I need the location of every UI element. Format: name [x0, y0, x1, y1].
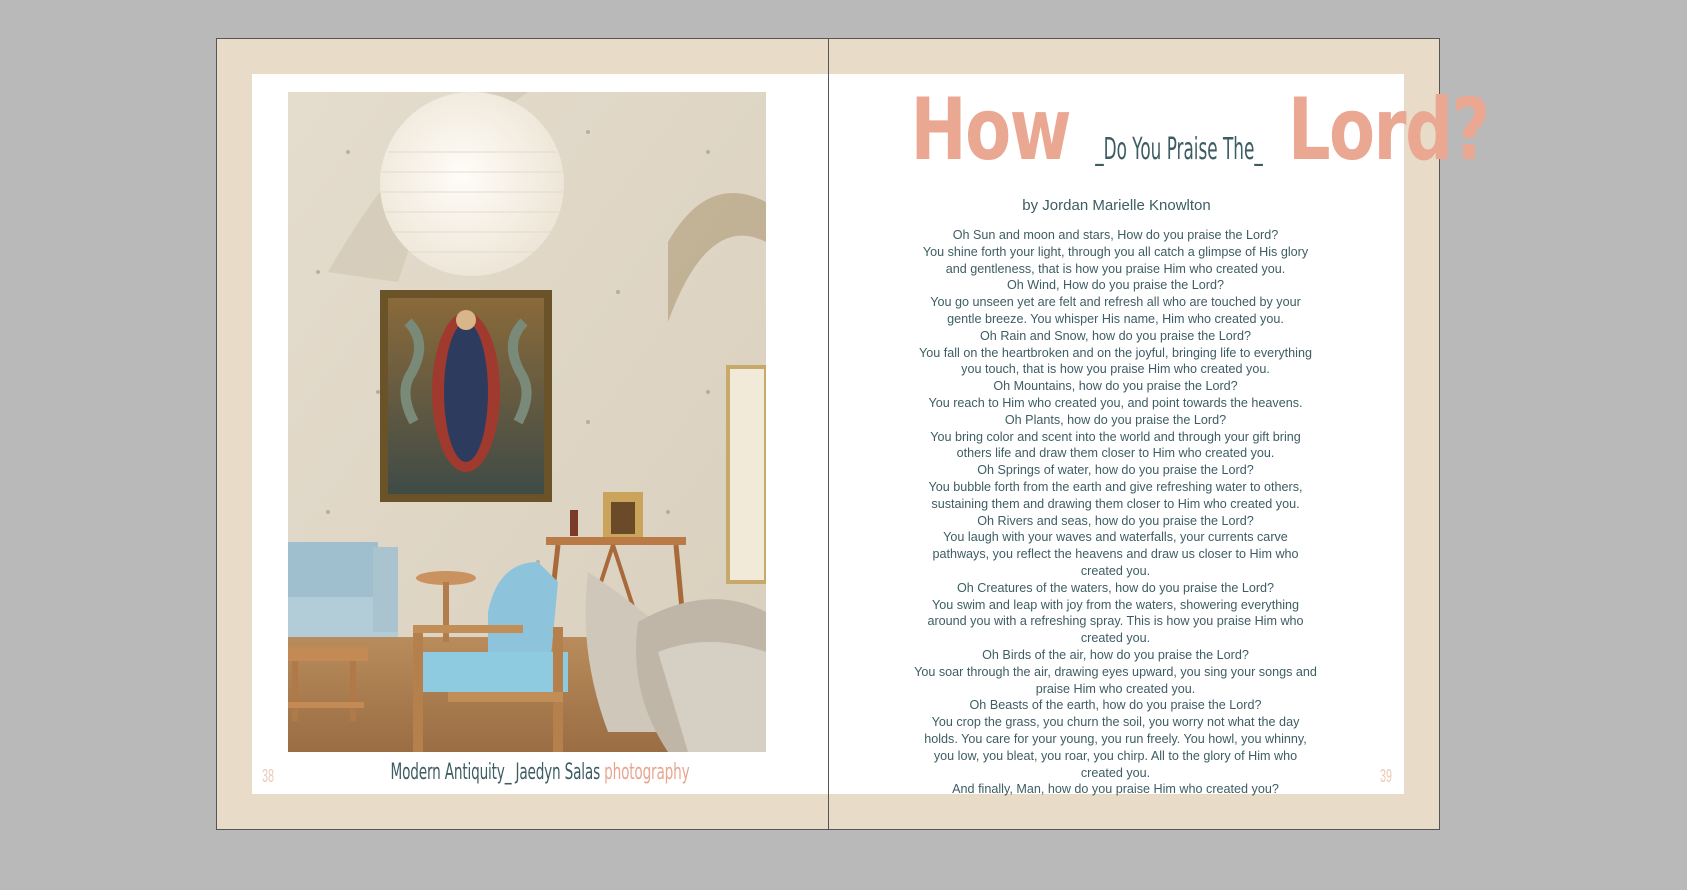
poem-line: You swim and leap with joy from the waters, showering everything	[931, 597, 1300, 612]
interior-photo	[288, 92, 766, 752]
poem-line: You shine forth your light, through you all catch a glimpse of His glory	[922, 244, 1309, 259]
poem-line: created you.	[1080, 563, 1151, 578]
poem-line: You soar through the air, drawing eyes upward, you sing your songs and	[914, 664, 1317, 679]
right-page	[829, 39, 1489, 829]
poem-line: created you.	[1080, 631, 1151, 646]
poem-line: around you with a refreshing spray. This is how you praise Him who	[927, 614, 1304, 629]
page-number-right: 39	[1379, 766, 1392, 786]
poem-line: you touch, that is how you praise Him who created you.	[961, 362, 1270, 377]
left-page	[217, 39, 829, 829]
poem-line: Oh Beasts of the earth, how do you praise the Lord?	[969, 698, 1262, 713]
poem-line: sustaining them and drawing them closer to Him who created you.	[931, 496, 1300, 511]
poem-line: You laugh with your waves and waterfalls, your currents carve	[943, 530, 1288, 545]
poem-body	[893, 227, 1338, 798]
poem-line: Oh Sun and moon and stars, How do you praise the Lord?	[952, 228, 1279, 242]
title-how: How	[910, 80, 1071, 180]
poem-line: others life and draw them closer to Him who created you.	[956, 446, 1275, 461]
poem-line: Oh Wind, How do you praise the Lord?	[1006, 278, 1224, 293]
right-page-sheet	[829, 74, 1489, 797]
caption-main: Modern Antiquity_ Jaedyn Salas	[390, 760, 601, 785]
title-lord: Lord?	[1287, 80, 1489, 180]
poem-line: Oh Birds of the air, how do you praise the Lord?	[982, 647, 1249, 662]
poem-line: Oh Rivers and seas, how do you praise the Lord?	[977, 513, 1254, 528]
poem-line: Oh Springs of water, how do you praise the Lord?	[977, 463, 1254, 478]
title-middle: _Do You Praise The_	[1095, 132, 1263, 167]
interior-photo-image	[288, 92, 766, 752]
poem-title	[829, 80, 1489, 180]
poem-line: gentle breeze. You whisper His name, Him who created you.	[947, 311, 1284, 326]
left-page-sheet	[252, 74, 828, 794]
photo-caption	[361, 760, 718, 785]
poem-line: You crop the grass, you churn the soil, you worry not what the day	[931, 715, 1300, 730]
poem-line: You bubble forth from the earth and give refreshing water to others,	[928, 479, 1303, 494]
poem-line: and gentleness, that is how you praise Him who created you.	[945, 261, 1286, 276]
byline: by Jordan Marielle Knowlton	[1022, 197, 1211, 214]
poem-line: Oh Creatures of the waters, how do you praise the Lord?	[956, 580, 1275, 595]
poem-line: created you.	[1080, 765, 1151, 780]
poem-line: Oh Mountains, how do you praise the Lord?	[993, 379, 1238, 394]
magazine-spread	[216, 38, 1489, 830]
page-number-left: 38	[262, 766, 275, 786]
poem-line: You bring color and scent into the world and through your gift bring	[930, 429, 1301, 444]
poem-line: holds. You care for your young, you run freely. You howl, you whinny,	[924, 731, 1307, 746]
poem-line: pathways, you reflect the heavens and draw us closer to Him who	[932, 547, 1299, 562]
poem-line: Oh Rain and Snow, how do you praise the Lord?	[980, 328, 1251, 343]
poem-line: You reach to Him who created you, and point towards the heavens.	[928, 395, 1303, 410]
poem-line: Oh Plants, how do you praise the Lord?	[1004, 412, 1227, 427]
poem-line: praise Him who created you.	[1035, 681, 1196, 696]
poem-line: You fall on the heartbroken and on the joyful, bringing life to everything	[918, 345, 1312, 360]
poem-line: you low, you bleat, you roar, you chirp. All to the glory of Him who	[933, 748, 1298, 763]
caption-accent: photography	[604, 760, 690, 785]
poem-line: You go unseen yet are felt and refresh all who are touched by your	[930, 295, 1301, 310]
poem-line: And finally, Man, how do you praise Him who created you?	[952, 782, 1279, 797]
